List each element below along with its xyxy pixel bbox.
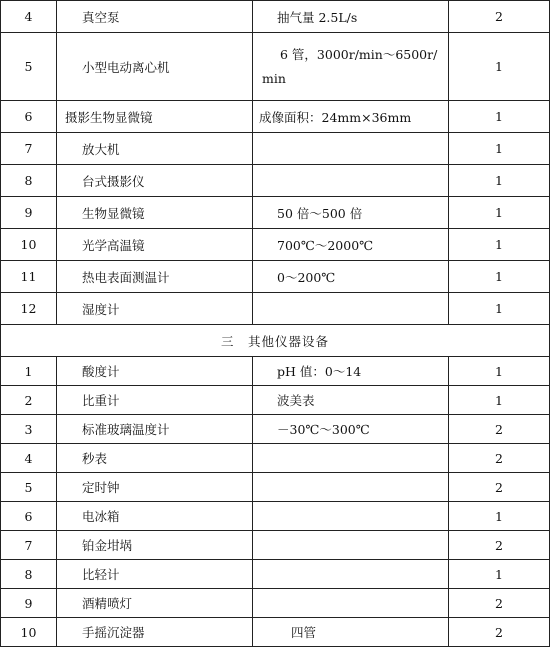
section-header-row: [1, 325, 550, 357]
equipment-spec: 0～200℃: [253, 261, 449, 293]
equipment-qty: 1: [449, 502, 550, 531]
equipment-name: 放大机: [57, 133, 253, 165]
equipment-qty: 1: [449, 33, 550, 101]
equipment-name: 真空泵: [57, 1, 253, 33]
equipment-name: 摄影生物显微镜: [57, 101, 253, 133]
row-number: 11: [1, 261, 57, 293]
table-row: [1, 473, 550, 502]
equipment-qty: 2: [449, 473, 550, 502]
equipment-qty: 1: [449, 261, 550, 293]
row-number: 6: [1, 502, 57, 531]
table-row: [1, 386, 550, 415]
equipment-qty: 1: [449, 133, 550, 165]
row-number: 9: [1, 197, 57, 229]
equipment-name: 电冰箱: [57, 502, 253, 531]
equipment-spec: －30℃～300℃: [253, 415, 449, 444]
equipment-spec: 成像面积：24mm×36mm: [253, 101, 449, 133]
section-title: 三 其他仪器设备: [1, 325, 550, 357]
equipment-qty: 1: [449, 293, 550, 325]
equipment-name: 标准玻璃温度计: [57, 415, 253, 444]
equipment-spec: [253, 473, 449, 502]
equipment-spec: pH 值：0～14: [253, 357, 449, 386]
equipment-spec: [253, 293, 449, 325]
row-number: 5: [1, 473, 57, 502]
equipment-spec: [253, 531, 449, 560]
row-number: 3: [1, 415, 57, 444]
equipment-name: 秒表: [57, 444, 253, 473]
equipment-name: 湿度计: [57, 293, 253, 325]
equipment-qty: 1: [449, 357, 550, 386]
row-number: 10: [1, 229, 57, 261]
equipment-spec-line1: 6 管，3000r/min～6500r/: [280, 46, 438, 62]
equipment-spec: [253, 502, 449, 531]
table-row: [1, 415, 550, 444]
table-row: [1, 165, 550, 197]
equipment-name: 酒精喷灯: [57, 589, 253, 618]
table-row: [1, 133, 550, 165]
table-row: [1, 618, 550, 647]
equipment-spec: 700℃～2000℃: [253, 229, 449, 261]
row-number: 7: [1, 531, 57, 560]
equipment-spec: 抽气量 2.5L/s: [253, 1, 449, 33]
equipment-name: 手摇沉淀器: [57, 618, 253, 647]
row-number: 4: [1, 444, 57, 473]
equipment-name: 台式摄影仪: [57, 165, 253, 197]
equipment-qty: 1: [449, 560, 550, 589]
table-row: [1, 197, 550, 229]
equipment-spec: [253, 133, 449, 165]
equipment-name: 热电表面测温计: [57, 261, 253, 293]
equipment-name: 酸度计: [57, 357, 253, 386]
equipment-spec: [253, 589, 449, 618]
table-row: [1, 444, 550, 473]
equipment-spec-line2: min: [262, 70, 286, 86]
row-number: 10: [1, 618, 57, 647]
table-row: [1, 101, 550, 133]
equipment-name: 比重计: [57, 386, 253, 415]
equipment-spec: [253, 165, 449, 197]
table-row: [1, 1, 550, 33]
equipment-spec: 50 倍～500 倍: [253, 197, 449, 229]
row-number: 8: [1, 165, 57, 197]
row-number: 2: [1, 386, 57, 415]
row-number: 9: [1, 589, 57, 618]
equipment-spec: 波美表: [253, 386, 449, 415]
table-row: [1, 357, 550, 386]
row-number: 1: [1, 357, 57, 386]
equipment-qty: 2: [449, 415, 550, 444]
equipment-qty: 1: [449, 386, 550, 415]
equipment-name: 比轻计: [57, 560, 253, 589]
row-number: 7: [1, 133, 57, 165]
equipment-name: 小型电动离心机: [57, 33, 253, 101]
row-number: 5: [1, 33, 57, 101]
table-row: [1, 589, 550, 618]
equipment-qty: 2: [449, 618, 550, 647]
table-row: [1, 229, 550, 261]
table-row: [1, 560, 550, 589]
table-row: [1, 293, 550, 325]
equipment-spec: [253, 560, 449, 589]
equipment-spec: [253, 444, 449, 473]
equipment-spec: [253, 33, 449, 101]
equipment-name: 光学高温镜: [57, 229, 253, 261]
equipment-spec: 四管: [253, 618, 449, 647]
equipment-qty: 1: [449, 229, 550, 261]
equipment-qty: 2: [449, 531, 550, 560]
equipment-qty: 1: [449, 101, 550, 133]
table-row: [1, 502, 550, 531]
equipment-qty: 1: [449, 197, 550, 229]
row-number: 12: [1, 293, 57, 325]
equipment-qty: 2: [449, 1, 550, 33]
row-number: 4: [1, 1, 57, 33]
equipment-qty: 2: [449, 589, 550, 618]
row-number: 8: [1, 560, 57, 589]
equipment-name: 定时钟: [57, 473, 253, 502]
equipment-name: 生物显微镜: [57, 197, 253, 229]
table-row: [1, 531, 550, 560]
table-row: [1, 261, 550, 293]
table-row: [1, 33, 550, 101]
row-number: 6: [1, 101, 57, 133]
equipment-name: 铂金坩埚: [57, 531, 253, 560]
equipment-qty: 2: [449, 444, 550, 473]
equipment-qty: 1: [449, 165, 550, 197]
